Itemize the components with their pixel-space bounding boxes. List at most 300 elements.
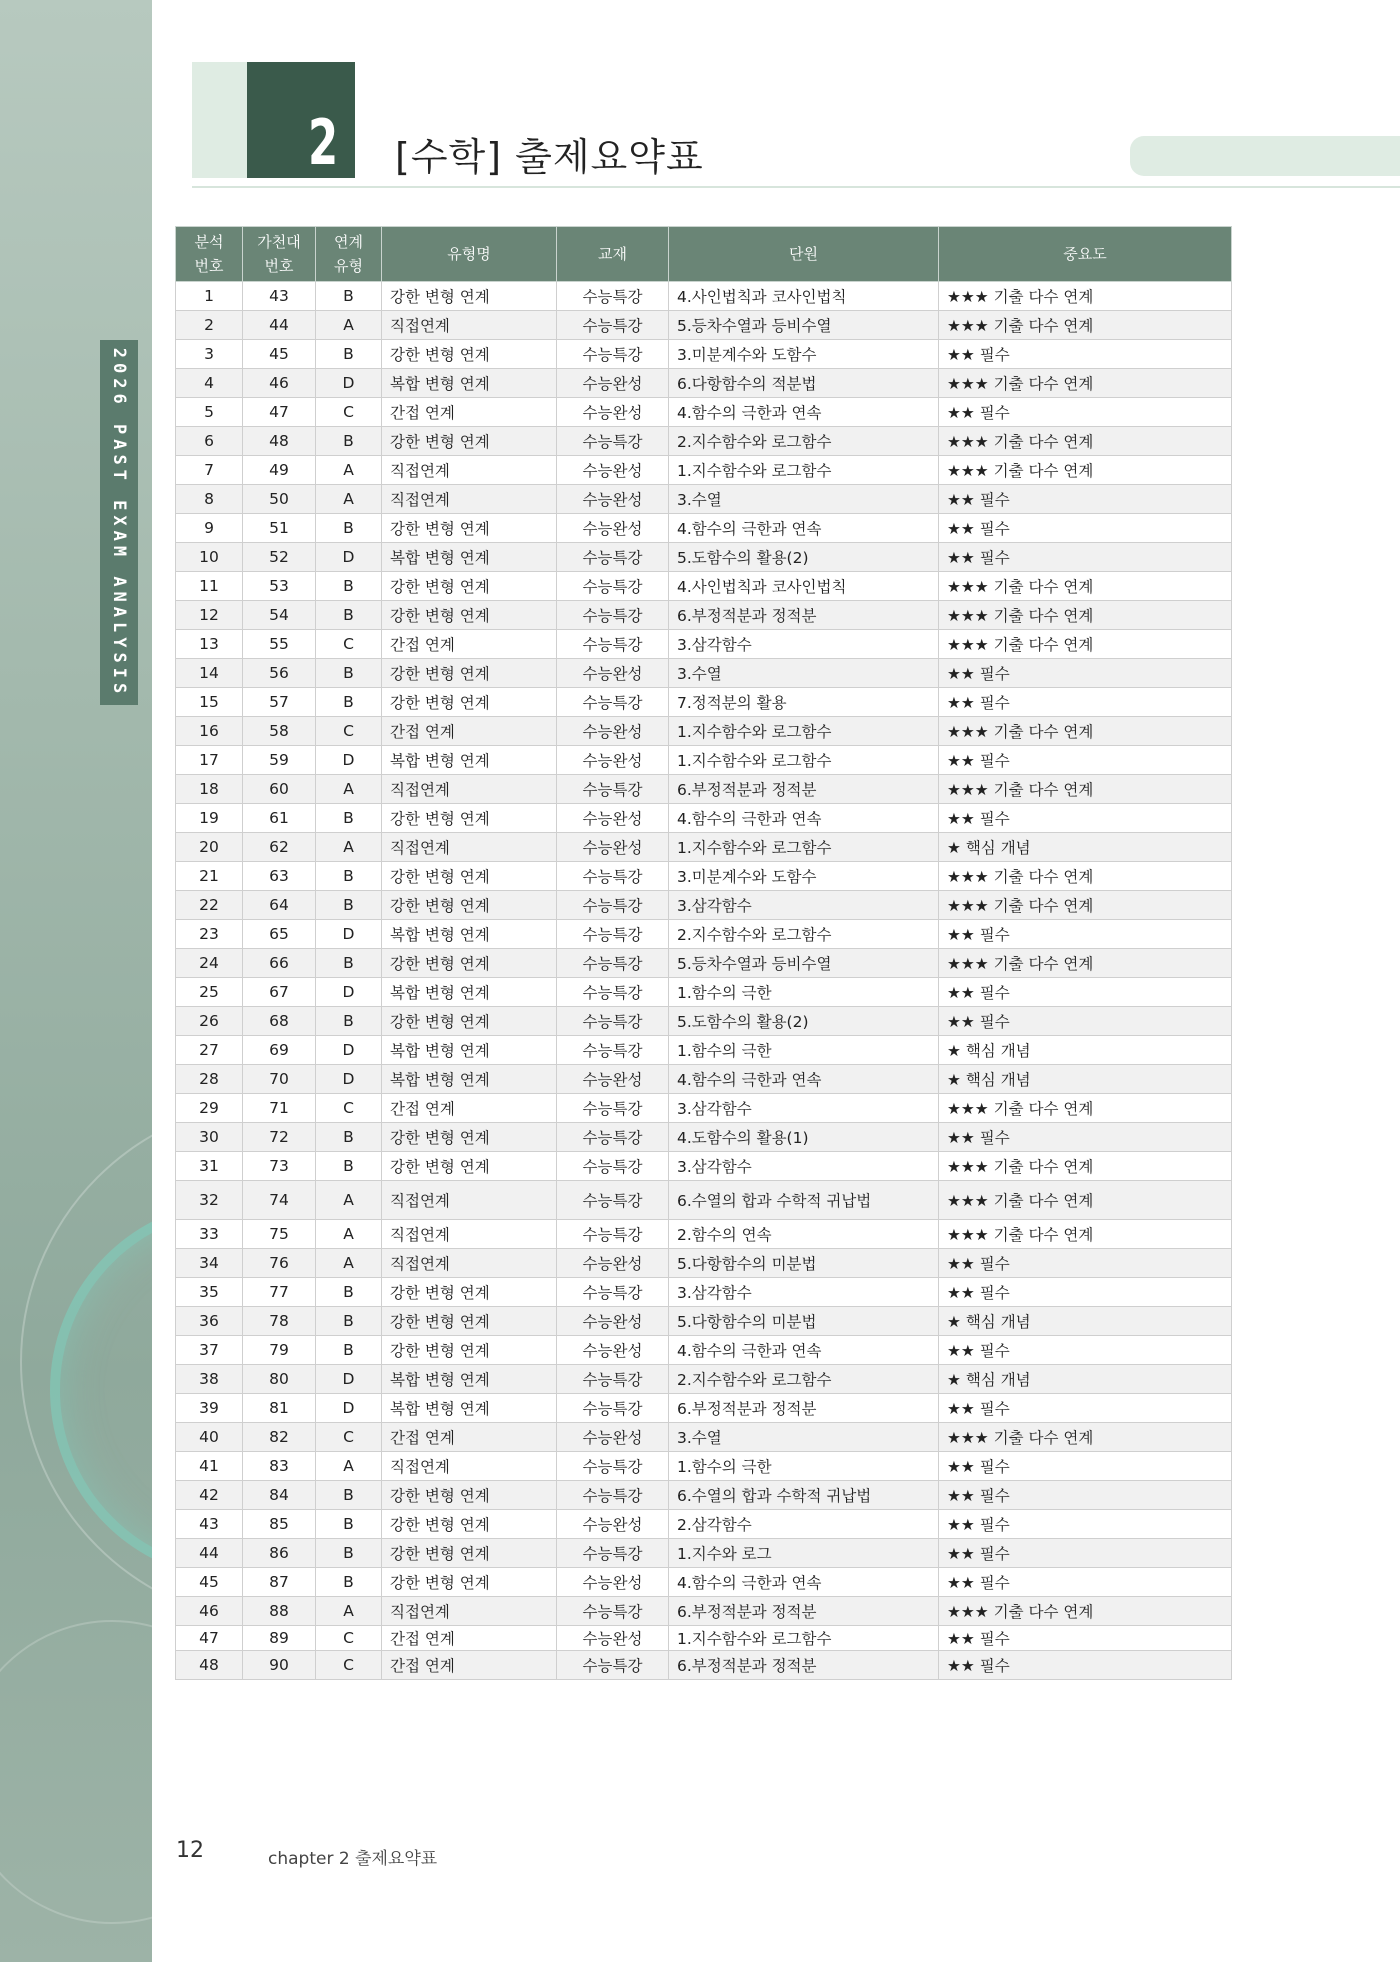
table-cell: 수능특강 xyxy=(557,920,669,949)
column-header: 교재 xyxy=(557,227,669,282)
table-cell: 수능특강 xyxy=(557,340,669,369)
table-cell: ★★ 필수 xyxy=(939,1539,1232,1568)
table-cell: 간접 연계 xyxy=(382,1651,557,1680)
table-cell: 5.등차수열과 등비수열 xyxy=(669,311,939,340)
table-row xyxy=(176,1394,1232,1423)
table-cell: 3.미분계수와 도함수 xyxy=(669,340,939,369)
table-row xyxy=(176,1626,1232,1651)
table-cell: 27 xyxy=(176,1036,243,1065)
table-cell: 85 xyxy=(243,1510,316,1539)
table-cell: 수능완성 xyxy=(557,1336,669,1365)
table-cell: ★★★ 기출 다수 연계 xyxy=(939,1152,1232,1181)
table-row xyxy=(176,1539,1232,1568)
table-cell: 20 xyxy=(176,833,243,862)
table-row xyxy=(176,427,1232,456)
table-cell: 49 xyxy=(243,456,316,485)
table-cell: 82 xyxy=(243,1423,316,1452)
table-cell: 복합 변형 연계 xyxy=(382,369,557,398)
table-row xyxy=(176,398,1232,427)
table-cell: 복합 변형 연계 xyxy=(382,1365,557,1394)
table-cell: B xyxy=(316,1307,382,1336)
table-cell: 수능완성 xyxy=(557,804,669,833)
table-row xyxy=(176,920,1232,949)
table-cell: 직접연계 xyxy=(382,1181,557,1220)
table-cell: 4.도함수의 활용(1) xyxy=(669,1123,939,1152)
table-row xyxy=(176,1007,1232,1036)
table-cell: 53 xyxy=(243,572,316,601)
table-cell: ★★★ 기출 다수 연계 xyxy=(939,1423,1232,1452)
table-cell: 1.함수의 극한 xyxy=(669,978,939,1007)
table-cell: B xyxy=(316,804,382,833)
table-cell: B xyxy=(316,1336,382,1365)
table-cell: 73 xyxy=(243,1152,316,1181)
table-cell: 32 xyxy=(176,1181,243,1220)
table-cell: 6.수열의 합과 수학적 귀납법 xyxy=(669,1181,939,1220)
table-cell: ★★ 필수 xyxy=(939,1568,1232,1597)
table-cell: 67 xyxy=(243,978,316,1007)
side-label xyxy=(100,340,138,705)
table-cell: 38 xyxy=(176,1365,243,1394)
table-cell: ★★ 필수 xyxy=(939,1510,1232,1539)
table-cell: A xyxy=(316,1220,382,1249)
table-cell: 강한 변형 연계 xyxy=(382,572,557,601)
table-row xyxy=(176,659,1232,688)
table-cell: C xyxy=(316,1651,382,1680)
table-cell: ★★ 필수 xyxy=(939,1007,1232,1036)
table-cell: 4.함수의 극한과 연속 xyxy=(669,398,939,427)
table-cell: 직접연계 xyxy=(382,456,557,485)
table-cell: 56 xyxy=(243,659,316,688)
table-cell: ★★ 필수 xyxy=(939,514,1232,543)
table-cell: 77 xyxy=(243,1278,316,1307)
table-cell: ★★★ 기출 다수 연계 xyxy=(939,630,1232,659)
table-cell: 1.지수함수와 로그함수 xyxy=(669,456,939,485)
table-cell: 55 xyxy=(243,630,316,659)
table-cell: ★★ 필수 xyxy=(939,1452,1232,1481)
table-cell: 42 xyxy=(176,1481,243,1510)
table-cell: 78 xyxy=(243,1307,316,1336)
table-cell: 47 xyxy=(243,398,316,427)
table-cell: 4.사인법칙과 코사인법칙 xyxy=(669,282,939,311)
table-row xyxy=(176,717,1232,746)
table-cell: ★★★ 기출 다수 연계 xyxy=(939,1220,1232,1249)
table-cell: B xyxy=(316,427,382,456)
table-row xyxy=(176,1307,1232,1336)
table-cell: ★★★ 기출 다수 연계 xyxy=(939,1094,1232,1123)
table-cell: 2.지수함수와 로그함수 xyxy=(669,920,939,949)
table-row xyxy=(176,833,1232,862)
table-cell: 51 xyxy=(243,514,316,543)
table-row xyxy=(176,746,1232,775)
table-row xyxy=(176,1123,1232,1152)
table-row xyxy=(176,775,1232,804)
table-cell: A xyxy=(316,1249,382,1278)
decorative-ring xyxy=(0,1620,152,1924)
table-cell: 2.지수함수와 로그함수 xyxy=(669,1365,939,1394)
table-cell: 6.부정적분과 정적분 xyxy=(669,775,939,804)
column-header: 연계 유형 xyxy=(316,227,382,282)
table-cell: 강한 변형 연계 xyxy=(382,1007,557,1036)
table-cell: 6.부정적분과 정적분 xyxy=(669,1597,939,1626)
table-cell: 50 xyxy=(243,485,316,514)
table-cell: 8 xyxy=(176,485,243,514)
table-row xyxy=(176,1249,1232,1278)
table-cell: ★★ 필수 xyxy=(939,1278,1232,1307)
table-cell: 2.삼각함수 xyxy=(669,1510,939,1539)
page-number: 12 xyxy=(176,1838,204,1863)
table-cell: B xyxy=(316,1152,382,1181)
table-cell: 간접 연계 xyxy=(382,1094,557,1123)
table-cell: 44 xyxy=(176,1539,243,1568)
table-cell: B xyxy=(316,1481,382,1510)
table-cell: 3 xyxy=(176,340,243,369)
table-cell: 1.지수함수와 로그함수 xyxy=(669,1626,939,1651)
table-cell: D xyxy=(316,1065,382,1094)
table-cell: 88 xyxy=(243,1597,316,1626)
table-body xyxy=(176,282,1232,1680)
table-cell: 75 xyxy=(243,1220,316,1249)
table-cell: 3.삼각함수 xyxy=(669,1278,939,1307)
table-cell: 52 xyxy=(243,543,316,572)
table-cell: ★★★ 기출 다수 연계 xyxy=(939,717,1232,746)
table-cell: 수능특강 xyxy=(557,601,669,630)
header-pill-decoration xyxy=(1130,136,1400,176)
table-cell: 직접연계 xyxy=(382,1249,557,1278)
table-row xyxy=(176,862,1232,891)
table-cell: 수능특강 xyxy=(557,1152,669,1181)
table-cell: 수능특강 xyxy=(557,949,669,978)
table-cell: 강한 변형 연계 xyxy=(382,1539,557,1568)
table-cell: 수능특강 xyxy=(557,1597,669,1626)
table-cell: 수능완성 xyxy=(557,1568,669,1597)
table-cell: ★★★ 기출 다수 연계 xyxy=(939,949,1232,978)
table-cell: 수능특강 xyxy=(557,1123,669,1152)
table-cell: 강한 변형 연계 xyxy=(382,1481,557,1510)
table-cell: A xyxy=(316,456,382,485)
table-cell: 3.삼각함수 xyxy=(669,630,939,659)
table-cell: 14 xyxy=(176,659,243,688)
table-cell: 강한 변형 연계 xyxy=(382,659,557,688)
table-cell: 69 xyxy=(243,1036,316,1065)
table-cell: 강한 변형 연계 xyxy=(382,514,557,543)
table-cell: 수능완성 xyxy=(557,746,669,775)
table-cell: 수능특강 xyxy=(557,862,669,891)
table-cell: 1.지수함수와 로그함수 xyxy=(669,746,939,775)
table-cell: 수능특강 xyxy=(557,1651,669,1680)
table-cell: ★★ 필수 xyxy=(939,920,1232,949)
table-cell: ★★ 필수 xyxy=(939,543,1232,572)
table-cell: ★★ 필수 xyxy=(939,978,1232,1007)
table-cell: 23 xyxy=(176,920,243,949)
column-header: 분석 번호 xyxy=(176,227,243,282)
table-cell: 4.함수의 극한과 연속 xyxy=(669,1336,939,1365)
table-cell: 46 xyxy=(176,1597,243,1626)
table-cell: 17 xyxy=(176,746,243,775)
table-cell: 16 xyxy=(176,717,243,746)
table-cell: 19 xyxy=(176,804,243,833)
table-cell: 복합 변형 연계 xyxy=(382,920,557,949)
page-title: [수학] 출제요약표 xyxy=(395,135,704,179)
table-row xyxy=(176,978,1232,1007)
table-row xyxy=(176,688,1232,717)
table-cell: 66 xyxy=(243,949,316,978)
table-cell: 강한 변형 연계 xyxy=(382,282,557,311)
table-cell: 28 xyxy=(176,1065,243,1094)
table-row xyxy=(176,1094,1232,1123)
table-cell: C xyxy=(316,1423,382,1452)
table-cell: B xyxy=(316,949,382,978)
table-cell: B xyxy=(316,891,382,920)
table-cell: 직접연계 xyxy=(382,775,557,804)
table-cell: 수능특강 xyxy=(557,1007,669,1036)
table-cell: 5.다항함수의 미분법 xyxy=(669,1249,939,1278)
table-cell: 81 xyxy=(243,1394,316,1423)
table-cell: ★ 핵심 개념 xyxy=(939,1036,1232,1065)
table-cell: ★★ 필수 xyxy=(939,1651,1232,1680)
table-row xyxy=(176,485,1232,514)
table-cell: D xyxy=(316,746,382,775)
table-cell: 60 xyxy=(243,775,316,804)
table-cell: ★★ 필수 xyxy=(939,1481,1232,1510)
summary-table xyxy=(175,226,1232,1680)
table-cell: 25 xyxy=(176,978,243,1007)
table-cell: 13 xyxy=(176,630,243,659)
table-cell: 3.수열 xyxy=(669,1423,939,1452)
table-cell: 강한 변형 연계 xyxy=(382,1307,557,1336)
column-header: 유형명 xyxy=(382,227,557,282)
table-cell: 강한 변형 연계 xyxy=(382,427,557,456)
table-cell: ★★★ 기출 다수 연계 xyxy=(939,891,1232,920)
table-cell: 26 xyxy=(176,1007,243,1036)
table-cell: 43 xyxy=(243,282,316,311)
table-cell: 65 xyxy=(243,920,316,949)
table-cell: A xyxy=(316,1181,382,1220)
table-cell: B xyxy=(316,601,382,630)
table-cell: 62 xyxy=(243,833,316,862)
table-cell: A xyxy=(316,1597,382,1626)
table-cell: 83 xyxy=(243,1452,316,1481)
table-cell: ★ 핵심 개념 xyxy=(939,1065,1232,1094)
table-cell: 12 xyxy=(176,601,243,630)
table-cell: 직접연계 xyxy=(382,1597,557,1626)
table-cell: ★★★ 기출 다수 연계 xyxy=(939,311,1232,340)
table-cell: D xyxy=(316,978,382,1007)
table-cell: 1.지수와 로그 xyxy=(669,1539,939,1568)
table-cell: D xyxy=(316,1036,382,1065)
column-header: 가천대 번호 xyxy=(243,227,316,282)
table-cell: 수능특강 xyxy=(557,1365,669,1394)
table-cell: 수능완성 xyxy=(557,833,669,862)
table-row xyxy=(176,1152,1232,1181)
table-cell: 46 xyxy=(243,369,316,398)
table-cell: 4.사인법칙과 코사인법칙 xyxy=(669,572,939,601)
table-cell: 89 xyxy=(243,1626,316,1651)
table-row xyxy=(176,572,1232,601)
table-cell: 수능특강 xyxy=(557,978,669,1007)
table-cell: 1.지수함수와 로그함수 xyxy=(669,717,939,746)
footer-chapter-label: chapter 2 출제요약표 xyxy=(268,1849,438,1869)
table-cell: 84 xyxy=(243,1481,316,1510)
side-label-text: 2026 PAST EXAM ANALYSIS xyxy=(109,347,129,698)
table-cell: C xyxy=(316,398,382,427)
table-row xyxy=(176,543,1232,572)
table-cell: A xyxy=(316,1452,382,1481)
table-cell: C xyxy=(316,1094,382,1123)
table-cell: 90 xyxy=(243,1651,316,1680)
table-cell: 41 xyxy=(176,1452,243,1481)
table-cell: 2.지수함수와 로그함수 xyxy=(669,427,939,456)
table-cell: 수능특강 xyxy=(557,1539,669,1568)
table-cell: 6.부정적분과 정적분 xyxy=(669,601,939,630)
table-cell: ★★★ 기출 다수 연계 xyxy=(939,427,1232,456)
table-cell: A xyxy=(316,311,382,340)
chapter-number: 2 xyxy=(308,106,339,179)
table-cell: D xyxy=(316,543,382,572)
table-cell: 수능완성 xyxy=(557,1423,669,1452)
table-cell: B xyxy=(316,514,382,543)
table-cell: 76 xyxy=(243,1249,316,1278)
table-cell: 수능특강 xyxy=(557,1220,669,1249)
table-cell: 6.다항함수의 적분법 xyxy=(669,369,939,398)
table-row xyxy=(176,514,1232,543)
table-cell: ★★★ 기출 다수 연계 xyxy=(939,1597,1232,1626)
table-cell: ★★★ 기출 다수 연계 xyxy=(939,572,1232,601)
table-row xyxy=(176,1423,1232,1452)
table-cell: 수능완성 xyxy=(557,1249,669,1278)
table-cell: 21 xyxy=(176,862,243,891)
table-cell: 수능특강 xyxy=(557,1036,669,1065)
table-cell: 71 xyxy=(243,1094,316,1123)
table-cell: 수능특강 xyxy=(557,1394,669,1423)
table-row xyxy=(176,891,1232,920)
table-cell: B xyxy=(316,1568,382,1597)
table-cell: A xyxy=(316,775,382,804)
table-cell: 간접 연계 xyxy=(382,717,557,746)
table-cell: B xyxy=(316,1007,382,1036)
table-cell: 수능특강 xyxy=(557,1181,669,1220)
table-cell: 강한 변형 연계 xyxy=(382,1510,557,1539)
table-cell: 강한 변형 연계 xyxy=(382,891,557,920)
table-cell: 59 xyxy=(243,746,316,775)
table-row xyxy=(176,1452,1232,1481)
table-cell: B xyxy=(316,340,382,369)
table-cell: ★★★ 기출 다수 연계 xyxy=(939,369,1232,398)
table-row xyxy=(176,949,1232,978)
table-cell: 수능특강 xyxy=(557,543,669,572)
table-cell: 강한 변형 연계 xyxy=(382,804,557,833)
table-cell: 직접연계 xyxy=(382,311,557,340)
table-cell: 45 xyxy=(243,340,316,369)
table-cell: 6.부정적분과 정적분 xyxy=(669,1651,939,1680)
table-cell: 35 xyxy=(176,1278,243,1307)
table-row xyxy=(176,340,1232,369)
table-cell: C xyxy=(316,630,382,659)
table-cell: 수능완성 xyxy=(557,369,669,398)
header-accent-light xyxy=(192,62,247,178)
table-cell: ★★ 필수 xyxy=(939,1626,1232,1651)
table-cell: 10 xyxy=(176,543,243,572)
table-cell: 34 xyxy=(176,1249,243,1278)
table-cell: 복합 변형 연계 xyxy=(382,746,557,775)
table-cell: ★ 핵심 개념 xyxy=(939,1365,1232,1394)
table-cell: 3.삼각함수 xyxy=(669,1094,939,1123)
table-cell: ★ 핵심 개념 xyxy=(939,833,1232,862)
table-row xyxy=(176,1365,1232,1394)
table-cell: 7 xyxy=(176,456,243,485)
table-cell: ★★ 필수 xyxy=(939,485,1232,514)
table-cell: ★★★ 기출 다수 연계 xyxy=(939,775,1232,804)
table-row xyxy=(176,601,1232,630)
table-cell: 수능완성 xyxy=(557,485,669,514)
table-cell: 수능완성 xyxy=(557,717,669,746)
table-cell: 31 xyxy=(176,1152,243,1181)
table-cell: 강한 변형 연계 xyxy=(382,862,557,891)
table-cell: 58 xyxy=(243,717,316,746)
table-cell: 4.함수의 극한과 연속 xyxy=(669,1065,939,1094)
table-cell: 간접 연계 xyxy=(382,398,557,427)
table-cell: B xyxy=(316,572,382,601)
table-cell: 강한 변형 연계 xyxy=(382,949,557,978)
table-cell: 강한 변형 연계 xyxy=(382,1336,557,1365)
table-cell: 54 xyxy=(243,601,316,630)
table-cell: 수능완성 xyxy=(557,456,669,485)
table-cell: 수능완성 xyxy=(557,1065,669,1094)
table-cell: 45 xyxy=(176,1568,243,1597)
table-cell: 수능특강 xyxy=(557,630,669,659)
table-cell: 6.수열의 합과 수학적 귀납법 xyxy=(669,1481,939,1510)
table-cell: 4.함수의 극한과 연속 xyxy=(669,514,939,543)
table-cell: 63 xyxy=(243,862,316,891)
table-cell: 29 xyxy=(176,1094,243,1123)
table-cell: 1.함수의 극한 xyxy=(669,1036,939,1065)
table-cell: 1.함수의 극한 xyxy=(669,1452,939,1481)
table-cell: 수능특강 xyxy=(557,572,669,601)
table-cell: ★★★ 기출 다수 연계 xyxy=(939,601,1232,630)
table-cell: 70 xyxy=(243,1065,316,1094)
table-cell: 직접연계 xyxy=(382,1452,557,1481)
table-cell: 86 xyxy=(243,1539,316,1568)
table-cell: 3.삼각함수 xyxy=(669,891,939,920)
table-cell: 강한 변형 연계 xyxy=(382,1278,557,1307)
table-cell: ★★ 필수 xyxy=(939,340,1232,369)
table-cell: 수능특강 xyxy=(557,1094,669,1123)
table-cell: ★★★ 기출 다수 연계 xyxy=(939,862,1232,891)
table-cell: 2.함수의 연속 xyxy=(669,1220,939,1249)
table-cell: D xyxy=(316,369,382,398)
table-cell: 복합 변형 연계 xyxy=(382,1036,557,1065)
table-cell: 57 xyxy=(243,688,316,717)
table-cell: 수능특강 xyxy=(557,1278,669,1307)
table-row xyxy=(176,1220,1232,1249)
table-cell: 5.등차수열과 등비수열 xyxy=(669,949,939,978)
table-row xyxy=(176,1510,1232,1539)
table-cell: 복합 변형 연계 xyxy=(382,543,557,572)
table-cell: B xyxy=(316,1539,382,1568)
table-cell: 6.부정적분과 정적분 xyxy=(669,1394,939,1423)
table-cell: 44 xyxy=(243,311,316,340)
table-cell: 수능특강 xyxy=(557,282,669,311)
table-cell: 30 xyxy=(176,1123,243,1152)
table-cell: 33 xyxy=(176,1220,243,1249)
table-row xyxy=(176,282,1232,311)
table-cell: 강한 변형 연계 xyxy=(382,1152,557,1181)
table-cell: 64 xyxy=(243,891,316,920)
table-cell: B xyxy=(316,1123,382,1152)
table-cell: 36 xyxy=(176,1307,243,1336)
side-decoration xyxy=(0,0,152,1962)
table-cell: 61 xyxy=(243,804,316,833)
table-cell: 39 xyxy=(176,1394,243,1423)
